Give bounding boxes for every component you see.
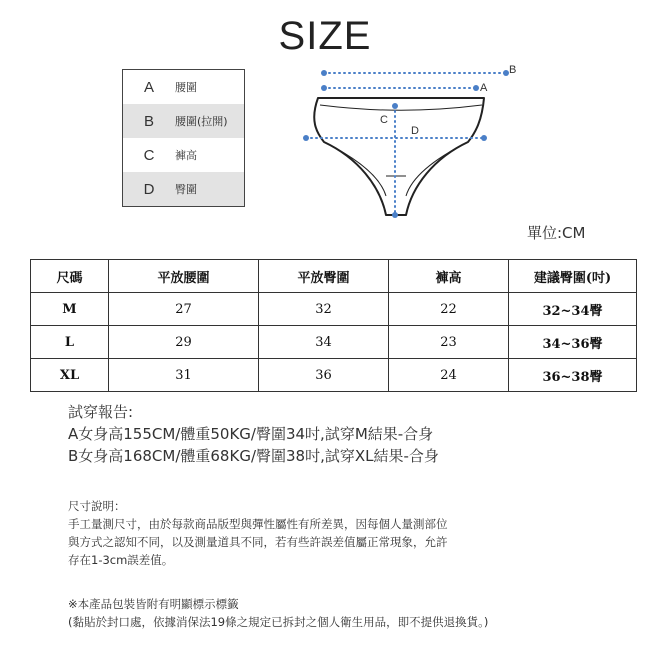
fitting-report-line: A女身高155CM/體重50KG/臀圍34吋,試穿M結果-合身 [68, 425, 434, 443]
table-header-row [31, 260, 637, 293]
table-cell: M [31, 293, 109, 326]
table-cell: L [31, 326, 109, 359]
fitting-report-line: B女身高168CM/體重68KG/臀圍38吋,試穿XL結果-合身 [68, 447, 439, 465]
fitting-report-heading: 試穿報告: [68, 403, 134, 421]
measure-label-d: D [411, 125, 419, 137]
table-cell: 23 [389, 326, 509, 359]
column-header: 褲高 [389, 260, 509, 293]
size-table [30, 259, 637, 392]
column-header: 平放腰圍 [109, 260, 259, 293]
measure-dot [392, 212, 398, 218]
leg-opening-right [406, 142, 468, 196]
size-notes-line: 與方式之認知不同，以及測量道具不同，若有些許誤差值屬正常現象，允許 [68, 535, 448, 549]
legend-letter: A [143, 78, 154, 96]
fitting-report [68, 401, 439, 467]
legend-label: 臀圍 [175, 183, 197, 196]
measure-label-b: B [509, 64, 517, 76]
measure-dot [473, 85, 479, 91]
table-cell: 31 [109, 359, 259, 392]
table-cell: 36~38臀 [509, 359, 637, 392]
size-notes [68, 497, 448, 569]
garment-outline [314, 98, 484, 215]
page-title: SIZE [278, 14, 372, 58]
legend-row-b [123, 104, 244, 138]
legend-label: 腰圍 [175, 81, 197, 94]
table-cell: 22 [389, 293, 509, 326]
table-cell: 29 [109, 326, 259, 359]
measure-dot [303, 135, 309, 141]
legend-label: 腰圍(拉開) [175, 115, 228, 128]
legend-label: 褲高 [175, 149, 197, 162]
measure-label-a: A [480, 82, 488, 94]
notice-line: ※本產品包裝皆附有明顯標示標籤 [68, 597, 239, 611]
table-cell: XL [31, 359, 109, 392]
table-cell: 36 [259, 359, 389, 392]
table-cell: 27 [109, 293, 259, 326]
legend-letter: C [143, 146, 155, 164]
table-cell: 24 [389, 359, 509, 392]
measure-dot [481, 135, 487, 141]
table-cell: 34 [259, 326, 389, 359]
measure-dot [321, 85, 327, 91]
return-notice [68, 595, 488, 631]
table-row [31, 359, 637, 392]
size-notes-line: 手工量測尺寸，由於每款商品版型與彈性屬性有所差異，因每個人量測部位 [68, 517, 448, 531]
size-notes-line: 存在1-3cm誤差值。 [68, 553, 174, 567]
table-row [31, 293, 637, 326]
column-header: 平放臀圍 [259, 260, 389, 293]
measure-label-c: C [380, 114, 388, 126]
measurement-legend [122, 69, 245, 207]
table-cell: 34~36臀 [509, 326, 637, 359]
legend-letter: D [143, 180, 155, 198]
leg-opening-left [324, 142, 386, 196]
measure-dot [392, 103, 398, 109]
notice-line: (黏貼於封口處，依據消保法19條之規定已拆封之個人衛生用品，即不提供退換貨。) [68, 615, 489, 629]
column-header: 建議臀圍(吋) [509, 260, 637, 293]
unit-label: 單位:CM [527, 224, 586, 242]
waistband-line [320, 105, 482, 110]
measure-dot [321, 70, 327, 76]
legend-letter: B [143, 112, 154, 130]
column-header: 尺碼 [31, 260, 109, 293]
table-cell: 32 [259, 293, 389, 326]
legend-row-c [123, 138, 244, 172]
table-cell: 32~34臀 [509, 293, 637, 326]
legend-row-a [123, 70, 244, 104]
table-row [31, 326, 637, 359]
legend-row-d [123, 172, 244, 206]
size-notes-heading: 尺寸說明： [68, 499, 126, 513]
underwear-diagram [296, 58, 526, 224]
